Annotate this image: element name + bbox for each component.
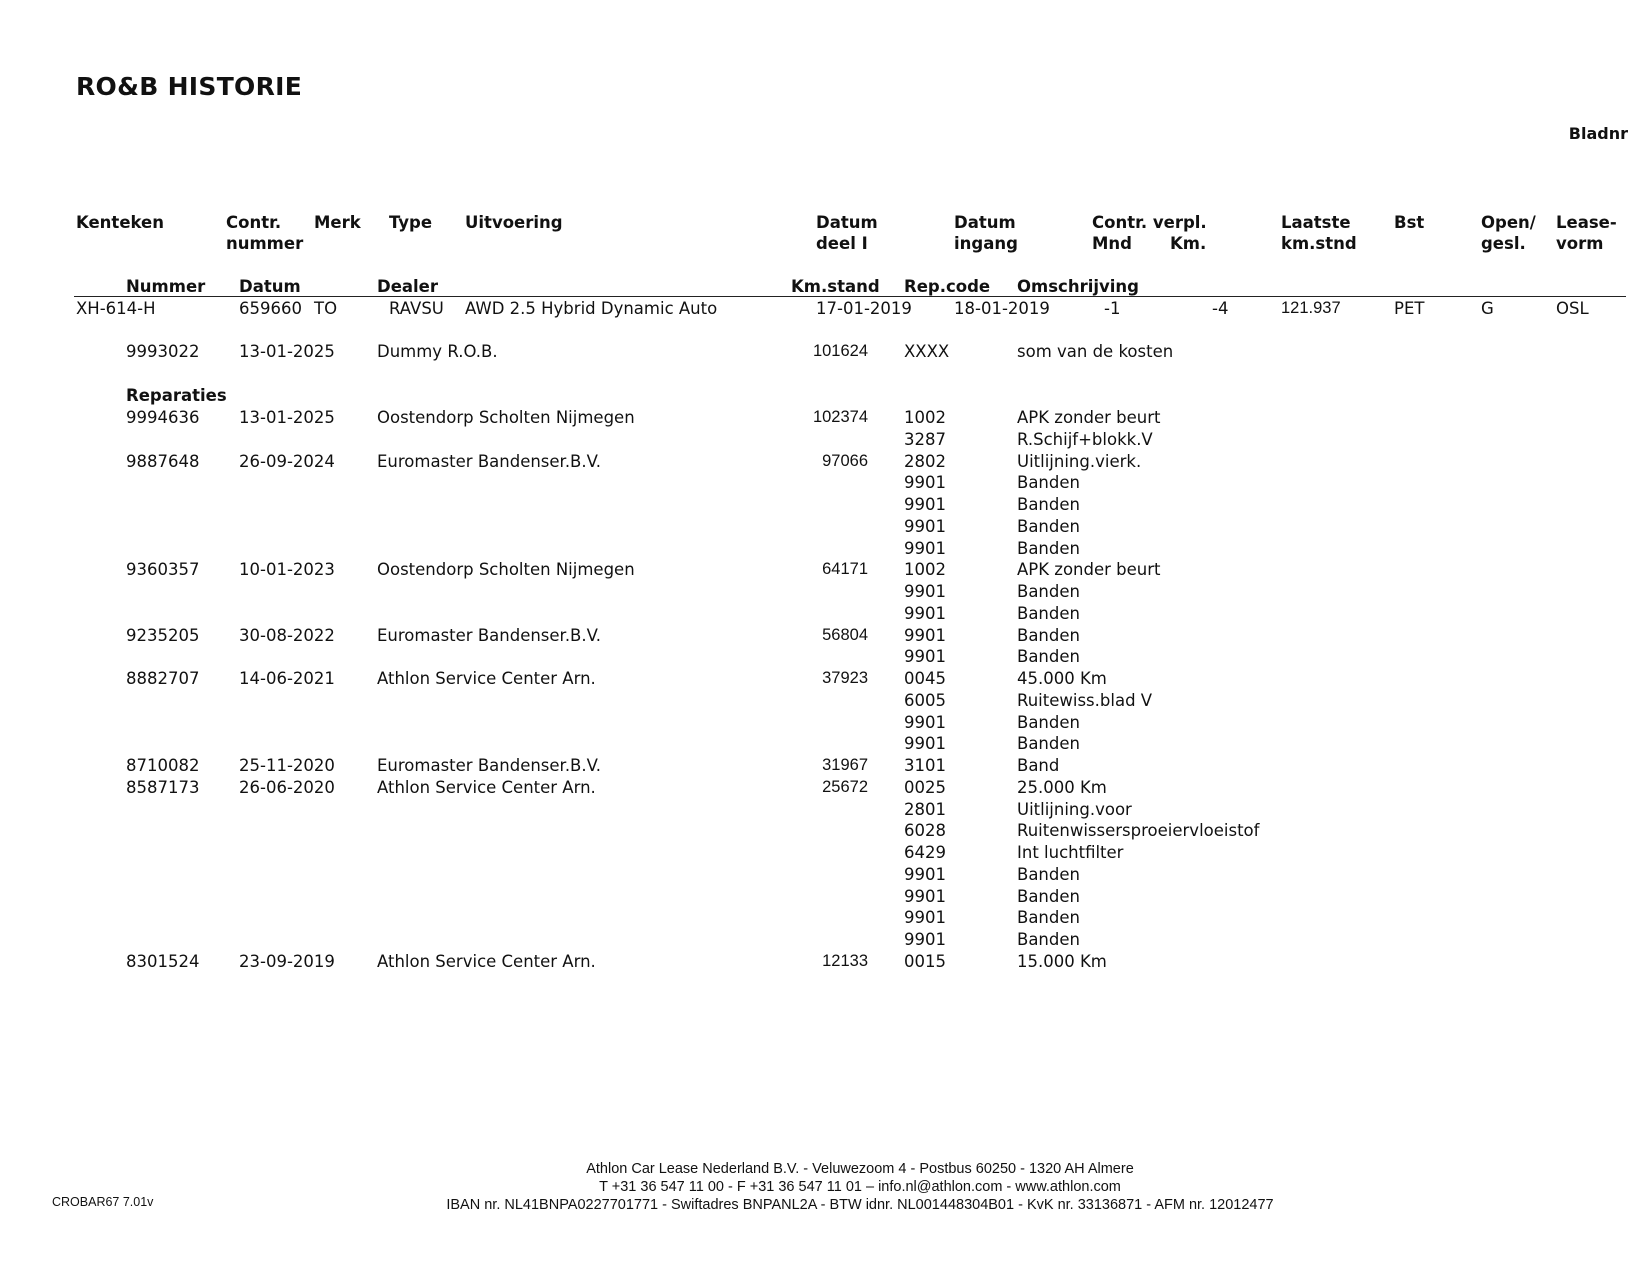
row-omschrijving: 25.000 Km — [1017, 777, 1107, 797]
document-code: CROBAR67 7.01v — [52, 1195, 154, 1209]
row-omschrijving: Banden — [1017, 864, 1080, 884]
subheader-datum: Datum — [239, 277, 301, 296]
row-repcode: 2801 — [904, 799, 946, 819]
header-contract-nummer: nummer — [226, 234, 304, 253]
row-repcode: 0025 — [904, 777, 946, 797]
row-datum: 23-09-2019 — [239, 951, 335, 971]
row-kmstand: 25672 — [822, 777, 868, 796]
row-repcode: 9901 — [904, 647, 946, 667]
row-omschrijving: Banden — [1017, 603, 1080, 623]
row-datum: 10-01-2023 — [239, 560, 335, 580]
row-datum: 13-01-2025 — [239, 408, 335, 427]
row-omschrijving: Banden — [1017, 886, 1080, 906]
row-dealer: Euromaster Bandenser.B.V. — [377, 756, 602, 775]
row-dealer: Euromaster Bandenser.B.V. — [377, 451, 602, 471]
header-type: Type — [389, 213, 433, 232]
vehicle-kenteken: XH-614-H — [76, 299, 156, 318]
row-nummer: 9360357 — [126, 560, 200, 580]
header-laatste-km: km.stnd — [1281, 234, 1357, 253]
row-omschrijving: Banden — [1017, 625, 1080, 645]
vehicle-merk: TO — [314, 299, 338, 318]
page-title: RO&B HISTORIE — [76, 72, 303, 101]
header-contract: Contr. — [226, 213, 282, 232]
vehicle-laatste-km: 121.937 — [1281, 299, 1341, 317]
row-kmstand: 64171 — [822, 560, 868, 579]
dummy-omschrijving: som van de kosten — [1017, 342, 1174, 361]
row-dealer: Athlon Service Center Arn. — [377, 669, 596, 688]
row-omschrijving: Banden — [1017, 582, 1080, 601]
row-omschrijving: Band — [1017, 756, 1060, 775]
row-repcode: 2802 — [904, 451, 946, 471]
header-laatste: Laatste — [1281, 213, 1351, 232]
header-mnd: Mnd — [1092, 234, 1132, 253]
dummy-repcode: XXXX — [904, 342, 950, 361]
row-nummer: 9235205 — [126, 625, 200, 645]
header-leasevorm: vorm — [1556, 234, 1604, 253]
row-repcode: 1002 — [904, 408, 946, 427]
page-number-label: Bladnr — [1568, 124, 1628, 143]
row-omschrijving: Banden — [1017, 712, 1080, 732]
row-dealer: Euromaster Bandenser.B.V. — [377, 625, 602, 645]
row-kmstand: 12133 — [822, 951, 868, 970]
row-repcode: 9901 — [904, 930, 946, 949]
row-repcode: 0045 — [904, 669, 946, 688]
row-datum: 14-06-2021 — [239, 669, 335, 688]
row-omschrijving: Banden — [1017, 516, 1080, 536]
row-nummer: 9887648 — [126, 451, 200, 471]
subheader-repcode: Rep.code — [904, 277, 991, 296]
footer-address: Athlon Car Lease Nederland B.V. - Veluwezoom 4 - Postbus 60250 - 1320 AH Almere — [586, 1161, 1134, 1177]
header-datum-ingang: Datum — [954, 213, 1016, 232]
row-dealer: Athlon Service Center Arn. — [377, 951, 596, 971]
row-datum: 26-06-2020 — [239, 777, 335, 797]
row-repcode: 9901 — [904, 712, 946, 732]
vehicle-type: RAVSU — [389, 299, 444, 318]
row-omschrijving: Ruitenwissersproeiervloeistof — [1017, 821, 1260, 841]
row-nummer: 8882707 — [126, 669, 200, 688]
row-omschrijving: Banden — [1017, 473, 1080, 493]
reparaties-heading: Reparaties — [126, 386, 227, 405]
row-kmstand: 56804 — [822, 625, 868, 644]
row-kmstand: 37923 — [822, 669, 868, 687]
row-omschrijving: R.Schijf+blokk.V — [1017, 429, 1153, 449]
row-repcode: 9901 — [904, 625, 946, 645]
row-nummer: 8710082 — [126, 756, 200, 775]
row-omschrijving: 45.000 Km — [1017, 669, 1107, 688]
row-omschrijving: Uitlijning.voor — [1017, 799, 1132, 819]
row-repcode: 3101 — [904, 756, 946, 775]
header-uitvoering: Uitvoering — [465, 213, 563, 232]
vehicle-contract: 659660 — [239, 299, 302, 318]
row-repcode: 3287 — [904, 429, 946, 449]
row-dealer: Oostendorp Scholten Nijmegen — [377, 560, 635, 580]
row-kmstand: 97066 — [822, 451, 868, 470]
header-lease: Lease- — [1556, 213, 1617, 232]
row-omschrijving: Banden — [1017, 930, 1080, 949]
dummy-dealer: Dummy R.O.B. — [377, 342, 498, 361]
subheader-omschrijving: Omschrijving — [1017, 277, 1139, 296]
row-omschrijving: Banden — [1017, 908, 1080, 928]
row-omschrijving: Banden — [1017, 495, 1080, 514]
vehicle-leasevorm: OSL — [1556, 299, 1589, 318]
row-repcode: 0015 — [904, 951, 946, 971]
header-km: Km. — [1170, 234, 1207, 253]
row-omschrijving: Banden — [1017, 647, 1080, 667]
vehicle-datum-deel1: 17-01-2019 — [816, 299, 912, 318]
subheader-dealer: Dealer — [377, 277, 439, 296]
header-divider — [74, 296, 1626, 297]
row-omschrijving: Uitlijning.vierk. — [1017, 451, 1142, 471]
header-open: Open/ — [1481, 213, 1536, 232]
subheader-nummer: Nummer — [126, 277, 206, 296]
footer-contact: T +31 36 547 11 00 - F +31 36 547 11 01 – info.nl@athlon.com - www.athlon.com — [599, 1179, 1121, 1195]
row-dealer: Athlon Service Center Arn. — [377, 777, 596, 797]
row-repcode: 9901 — [904, 495, 946, 514]
row-repcode: 6429 — [904, 843, 946, 862]
dummy-nummer: 9993022 — [126, 342, 200, 361]
row-omschrijving: Banden — [1017, 734, 1080, 754]
vehicle-datum-ingang: 18-01-2019 — [954, 299, 1050, 318]
footer — [360, 1160, 1360, 1214]
row-omschrijving: APK zonder beurt — [1017, 560, 1161, 580]
vehicle-open-gesl: G — [1481, 299, 1494, 318]
row-kmstand: 31967 — [822, 756, 868, 774]
row-omschrijving: Banden — [1017, 538, 1080, 558]
row-kmstand: 102374 — [812, 408, 868, 426]
subheader-kmstand: Km.stand — [791, 277, 880, 296]
header-bst: Bst — [1394, 213, 1425, 232]
header-datum-deel: Datum — [816, 213, 878, 232]
footer-bank: IBAN nr. NL41BNPA0227701771 - Swiftadres BNPANL2A - BTW idnr. NL001448304B01 - KvK nr. 33136871 - AFM nr. 12012477 — [446, 1197, 1274, 1213]
row-repcode: 9901 — [904, 603, 946, 623]
row-repcode: 9901 — [904, 538, 946, 558]
row-repcode: 1002 — [904, 560, 946, 580]
row-repcode: 9901 — [904, 886, 946, 906]
header-gesloten: gesl. — [1481, 234, 1526, 253]
vehicle-bst: PET — [1394, 299, 1425, 318]
row-datum: 30-08-2022 — [239, 625, 335, 645]
row-repcode: 9901 — [904, 582, 946, 601]
row-omschrijving: Int luchtfilter — [1017, 843, 1124, 862]
row-repcode: 9901 — [904, 516, 946, 536]
header-contract-verplichting: Contr. verpl. — [1092, 213, 1207, 232]
row-repcode: 6028 — [904, 821, 946, 841]
row-omschrijving: APK zonder beurt — [1017, 408, 1161, 427]
dummy-kmstand: 101624 — [812, 342, 868, 360]
header-kenteken: Kenteken — [76, 213, 164, 232]
row-nummer: 9994636 — [126, 408, 200, 427]
header-merk: Merk — [314, 213, 361, 232]
vehicle-mnd: -1 — [1104, 299, 1121, 318]
row-repcode: 9901 — [904, 864, 946, 884]
row-nummer: 8301524 — [126, 951, 200, 971]
dummy-datum: 13-01-2025 — [239, 342, 335, 361]
row-omschrijving: Ruitewiss.blad V — [1017, 690, 1153, 710]
row-nummer: 8587173 — [126, 777, 200, 797]
header-datum-ingang-sub: ingang — [954, 234, 1018, 253]
header-datum-deel-sub: deel I — [816, 234, 868, 253]
row-repcode: 6005 — [904, 690, 946, 710]
row-datum: 25-11-2020 — [239, 756, 335, 775]
row-omschrijving: 15.000 Km — [1017, 951, 1107, 971]
row-datum: 26-09-2024 — [239, 451, 335, 471]
vehicle-uitvoering: AWD 2.5 Hybrid Dynamic Auto — [465, 299, 718, 318]
row-repcode: 9901 — [904, 734, 946, 754]
vehicle-km: -4 — [1212, 299, 1229, 318]
row-repcode: 9901 — [904, 473, 946, 493]
row-dealer: Oostendorp Scholten Nijmegen — [377, 408, 635, 427]
row-repcode: 9901 — [904, 908, 946, 928]
